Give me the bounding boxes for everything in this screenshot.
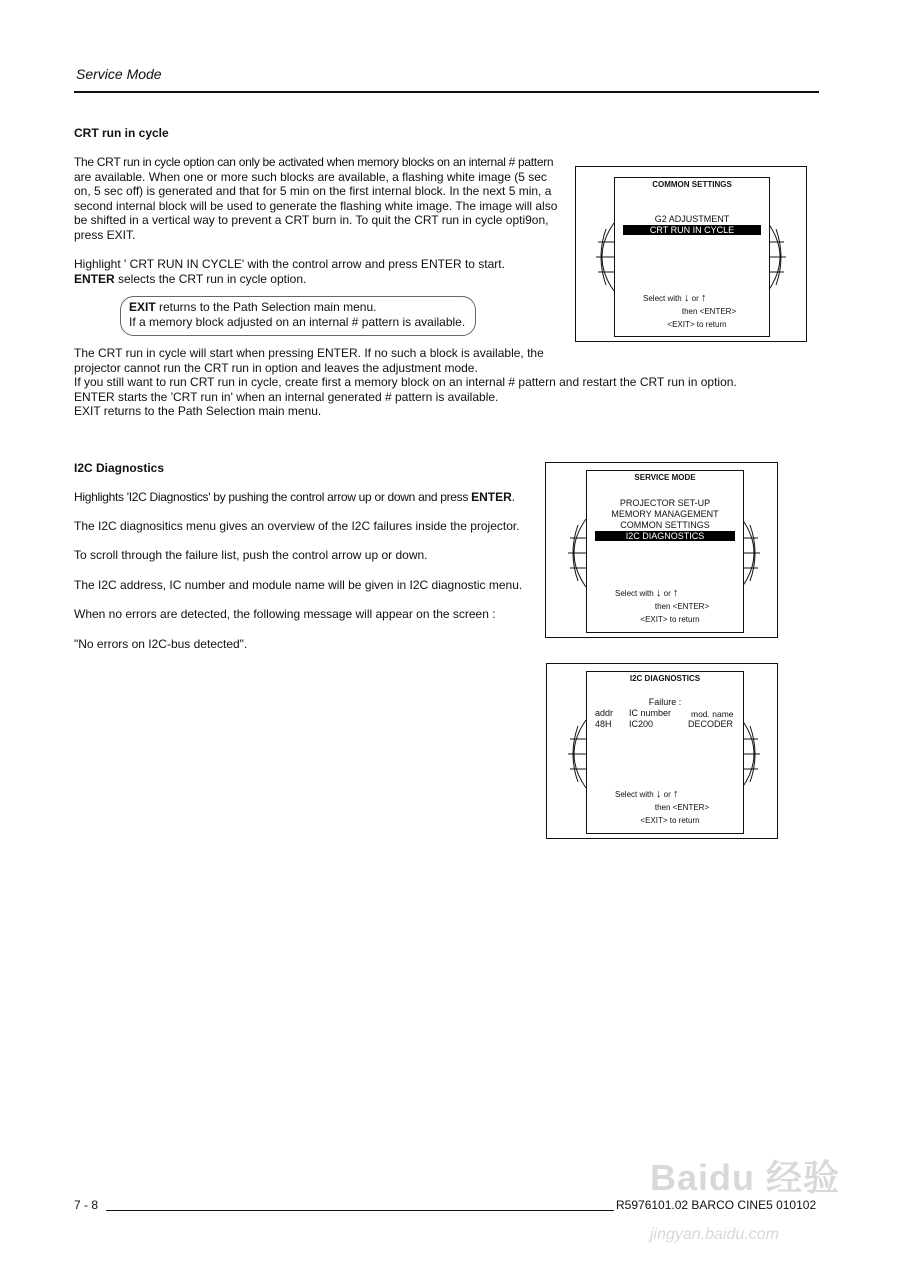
service-mode-screen xyxy=(545,462,778,638)
text-line: If you still want to run CRT run in cycle, create first a memory block on an internal # pattern and restart the CRT run in option. xyxy=(74,375,737,389)
text-fragment: returns to the Path Selection main menu. xyxy=(155,300,377,314)
text-line: press EXIT. xyxy=(74,227,136,242)
menu-item[interactable]: PROJECTOR SET-UP xyxy=(619,498,711,508)
crt-paragraph-1 xyxy=(74,155,564,242)
exit-keyword: EXIT xyxy=(129,300,156,314)
watermark-logo: Baidu 经验 xyxy=(650,1157,841,1198)
menu-item[interactable]: G2 ADJUSTMENT xyxy=(654,214,730,224)
i2c-paragraph-5: When no errors are detected, the following message will appear on the screen : xyxy=(74,607,496,621)
text-line: The CRT run in cycle option can only be activated when memory blocks on an internal # pattern xyxy=(74,155,554,169)
up-arrow-icon: ↑ xyxy=(673,788,679,800)
up-arrow-icon: ↑ xyxy=(701,292,707,304)
monitor-frame xyxy=(586,671,744,834)
select-label: Select with xyxy=(615,589,654,598)
text-line: are available. When one or more such blocks are available, a flashing white image (5 sec xyxy=(74,169,547,184)
text-line: If a memory block adjusted on an internal # pattern is available. xyxy=(129,315,466,329)
text-line: be shifted in a vertical way to prevent a CRT burn in. To quit the CRT run in cycle opti9on, xyxy=(74,213,549,227)
text-line xyxy=(74,272,564,287)
monitor-frame xyxy=(614,177,770,337)
down-arrow-icon: ↓ xyxy=(655,587,662,599)
exit-note-box xyxy=(120,296,476,336)
running-header: Service Mode xyxy=(76,66,162,82)
menu-item-highlighted[interactable]: I2C DIAGNOSTICS xyxy=(595,531,735,541)
i2c-paragraph-2: The I2C diagnositics menu gives an overview of the I2C failures inside the projector. xyxy=(74,519,520,533)
header-rule xyxy=(74,91,819,93)
text-line: EXIT returns to the Path Selection main menu. xyxy=(74,404,322,418)
crt-paragraph-3 xyxy=(74,346,774,419)
select-hint xyxy=(615,587,743,600)
menu-title: SERVICE MODE xyxy=(634,473,696,482)
menu-item-highlighted[interactable]: CRT RUN IN CYCLE xyxy=(623,225,761,235)
down-arrow-icon: ↓ xyxy=(683,292,690,304)
select-label: Select with xyxy=(615,790,654,799)
menu-item[interactable]: MEMORY MANAGEMENT xyxy=(611,509,719,519)
text-line: ENTER starts the 'CRT run in' when an internal generated # pattern is available. xyxy=(74,389,499,404)
select-hint xyxy=(615,788,743,801)
row-addr: 48H xyxy=(595,719,612,729)
crt-paragraph-2 xyxy=(74,257,564,286)
col-addr-header: addr xyxy=(595,708,614,718)
exit-hint: <EXIT> to return xyxy=(640,615,700,624)
col-ic-header: IC number xyxy=(629,708,672,718)
crt-heading: CRT run in cycle xyxy=(74,126,169,140)
then-hint: then <ENTER> xyxy=(681,307,737,316)
monitor-frame xyxy=(586,470,744,633)
i2c-paragraph-4: The I2C address, IC number and module name will be given in I2C diagnostic menu. xyxy=(74,578,523,592)
row-mod: DECODER xyxy=(688,719,734,729)
common-settings-screen xyxy=(575,166,807,342)
row-ic: IC200 xyxy=(629,719,654,729)
col-mod-header: mod. name xyxy=(691,709,734,719)
text-line: The CRT run in cycle will start when pressing ENTER. If no such a block is available, the xyxy=(74,346,544,360)
menu-title: I2C DIAGNOSTICS xyxy=(629,674,701,683)
or-label: or xyxy=(663,790,671,799)
text-fragment: selects the CRT run in cycle option. xyxy=(114,271,307,286)
i2c-paragraph-6: "No errors on I2C-bus detected". xyxy=(74,637,248,651)
or-label: or xyxy=(691,294,699,303)
up-arrow-icon: ↑ xyxy=(673,587,679,599)
select-hint xyxy=(643,292,769,305)
document-reference: R5976101.02 BARCO CINE5 010102 xyxy=(616,1198,817,1212)
text-fragment: . xyxy=(511,490,516,504)
i2c-heading: I2C Diagnostics xyxy=(74,461,165,475)
menu-title: COMMON SETTINGS xyxy=(652,180,732,189)
text-fragment: Highlights 'I2C Diagnostics' by pushing the control arrow up or down and press xyxy=(74,490,472,504)
text-line: projector cannot run the CRT run in option and leaves the adjustment mode. xyxy=(74,360,478,375)
text-line: on, 5 sec off) is generated and that for 5 min on the first internal block. In the next 5 min, a xyxy=(74,184,552,198)
select-label: Select with xyxy=(643,294,682,303)
i2c-paragraph-1 xyxy=(74,490,544,505)
or-label: or xyxy=(663,589,671,598)
i2c-diagnostics-screen xyxy=(546,663,778,839)
i2c-paragraph-3: To scroll through the failure list, push the control arrow up or down. xyxy=(74,548,428,562)
then-hint: then <ENTER> xyxy=(654,803,710,812)
menu-item[interactable]: COMMON SETTINGS xyxy=(620,520,710,530)
enter-keyword: ENTER xyxy=(74,271,115,286)
failure-label: Failure : xyxy=(648,697,682,707)
text-line: Highlight ' CRT RUN IN CYCLE' with the control arrow and press ENTER to start. xyxy=(74,257,505,271)
page-number: 7 - 8 xyxy=(74,1198,99,1212)
then-hint: then <ENTER> xyxy=(654,602,710,611)
text-line: second internal block will be used to generate the flashing white image. The image will also xyxy=(74,198,558,213)
exit-hint: <EXIT> to return xyxy=(640,816,700,825)
enter-keyword: ENTER xyxy=(471,490,512,504)
down-arrow-icon: ↓ xyxy=(655,788,662,800)
exit-hint: <EXIT> to return xyxy=(667,320,727,329)
watermark-url: jingyan.baidu.com xyxy=(650,1226,779,1243)
footer-rule xyxy=(106,1210,614,1211)
